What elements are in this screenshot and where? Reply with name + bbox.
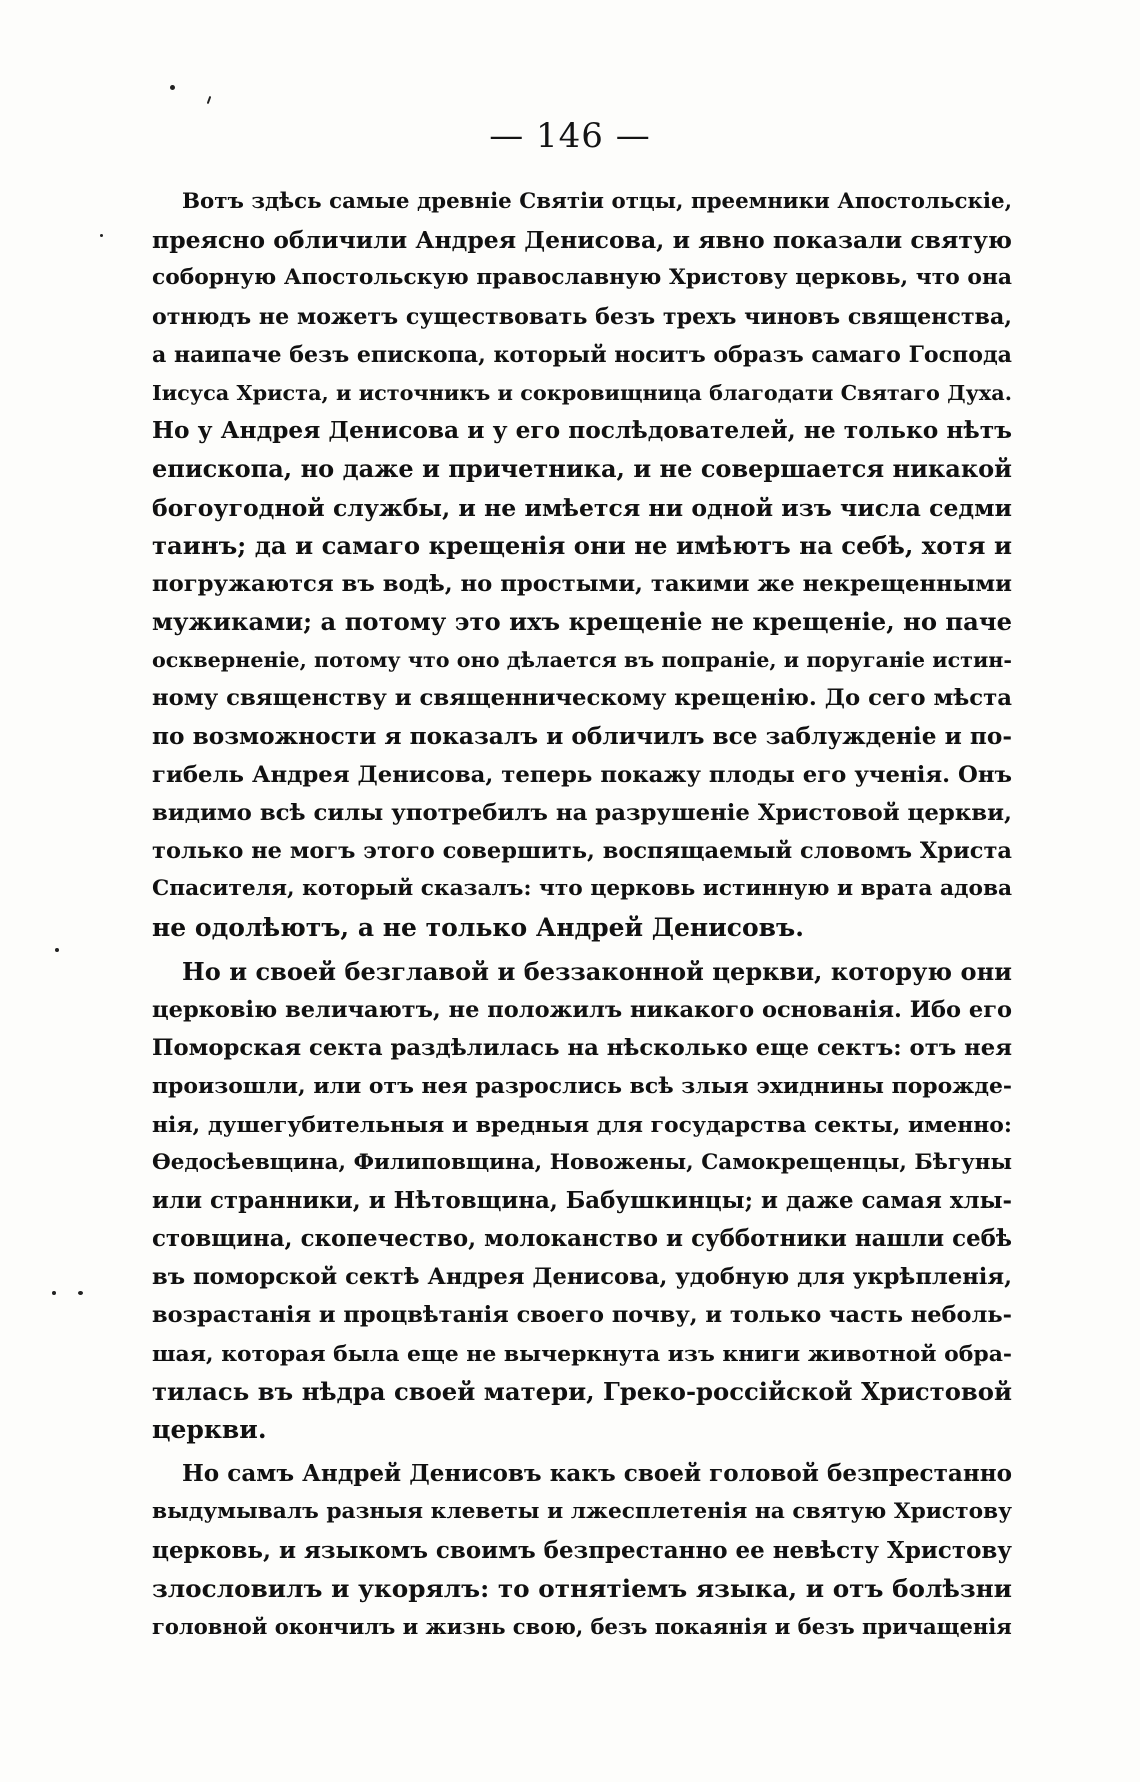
text-line: преясно обличили Андрея Денисова, и явно показали святую [152,226,1012,255]
text-line: соборную Апостольскую православную Христову церковь, что она [152,265,1012,291]
text-line: отнюдъ не можетъ существовать безъ трехъ чиновъ священства, [152,303,1012,330]
text-line: тилась въ нѣдра своей матери, Греко-россійской Христовой [152,1376,1012,1406]
print-speck [207,96,212,104]
print-speck [78,1291,83,1295]
text-line: а наипаче безъ епископа, который носитъ образъ самаго Господа [152,341,1012,368]
text-line: головной окончилъ и жизнь свою, безъ покаянія и безъ причащенія [152,1613,1012,1639]
text-line: стовщина, скопечество, молоканство и субботники нашли себѣ [152,1226,1012,1253]
text-line: Спасителя, который сказалъ: что церковь истинную и врата адова [152,876,1013,902]
text-line: Ѳедосѣевщина, Филиповщина, Новожены, Самокрещенцы, Бѣгуны [152,1149,1012,1175]
text-line: только не могъ этого совершить, воспящаемый словомъ Христа [152,838,1012,865]
print-speck [170,85,175,90]
text-line: не одолѣютъ, а не только Андрей Денисовъ. [152,912,804,942]
text-line: по возможности я показалъ и обличилъ все заблужденіе и по- [152,722,1012,750]
text-line: таинъ; да и самаго крещенія они не имѣютъ на себѣ, хотя и [152,530,1012,560]
text-line: церкви. [152,1415,267,1444]
text-line: или странники, и Нѣтовщина, Бабушкинцы; и даже самая хлы- [152,1187,1012,1214]
text-line: злословилъ и укорялъ: то отнятіемъ языка, и отъ болѣзни [152,1573,1012,1603]
text-line: видимо всѣ силы употребилъ на разрушеніе Христовой церкви, [152,800,1012,826]
text-line: оскверненіе, потому что оно дѣлается въ попраніе, и поруганіе истин- [152,648,1012,673]
text-line: гибель Андрея Денисова, теперь покажу плоды его ученія. Онъ [152,761,1012,788]
text-line: церковь, и языкомъ своимъ безпрестанно ее невѣсту Христову [152,1536,1012,1564]
print-speck [55,948,59,952]
text-line: Но и своей безглавой и беззаконной церкви, которую они [182,956,1012,986]
text-line: нія, душегубительныя и вредныя для государства секты, именно: [152,1111,1012,1138]
page-number: — 146 — [489,116,651,156]
text-line: Но у Андрея Денисова и у его послѣдователей, не только нѣтъ [152,417,1013,445]
text-line: Іисуса Христа, и источникъ и сокровищница благодати Святаго Духа. [152,379,1012,405]
text-line: Но самъ Андрей Денисовъ какъ своей головой безпрестанно [182,1460,1012,1488]
text-line: ному священству и священническому крещенію. До сего мѣста [152,685,1012,712]
body-text [152,183,1012,1652]
text-line: Вотъ здѣсь самые древніе Святіи отцы, преемники Апостольскіе, [182,189,1012,214]
text-line: богоугодной службы, и не имѣется ни одной изъ числа седми [152,493,1012,522]
text-line: шая, которая была еще не вычеркнута изъ книги животной обра- [152,1340,1012,1367]
text-line: выдумывалъ разныя клеветы и лжесплетенія на святую Христову [152,1499,1012,1525]
text-line: мужиками; а потому это ихъ крещеніе не крещеніе, но паче [152,607,1012,637]
paragraph [152,953,1012,1449]
print-speck [52,1291,56,1295]
text-line: епископа, но даже и причетника, и не совершается никакой [152,454,1012,484]
text-line: погружаются въ водѣ, но простыми, такими же некрещенными [152,570,1012,597]
print-speck [100,234,103,237]
text-line: Поморская секта раздѣлилась на нѣсколько еще сектъ: отъ нея [152,1035,1012,1062]
paragraph [152,1455,1012,1646]
text-line: произошли, или отъ нея разрослись всѣ злыя эхиднины порожде- [152,1073,1012,1100]
text-line: церковію величаютъ, не положилъ никакого основанія. Ибо его [152,996,1012,1023]
text-line: въ поморской сектѣ Андрея Денисова, удобную для укрѣпленія, [152,1264,1012,1291]
paragraph [152,183,1012,947]
text-line: возрастанія и процвѣтанія своего почву, и только часть неболь- [152,1302,1012,1329]
